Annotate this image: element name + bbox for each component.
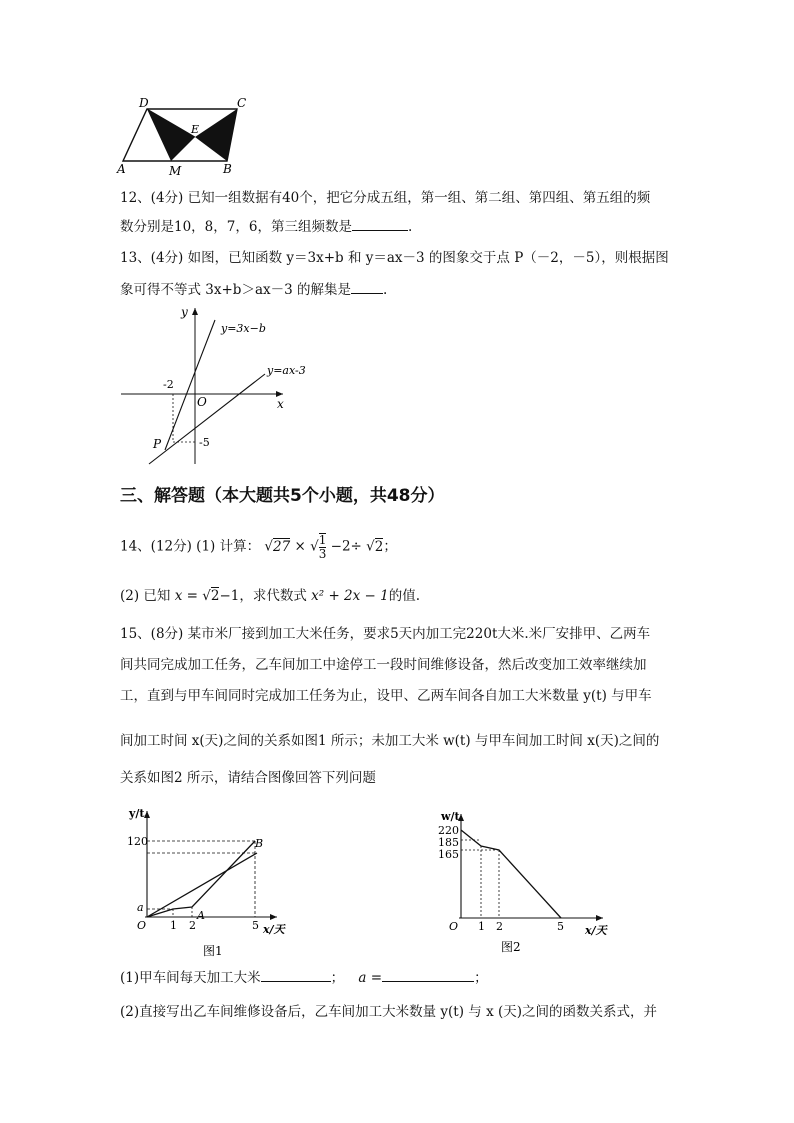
- question-15-line-1: 15、(8分) 某市米厂接到加工大米任务，要求5天内加工完220t大米.米厂安排甲、乙两车: [120, 626, 651, 642]
- tick-y-minus-5: -5: [199, 436, 210, 449]
- x-axis-label: x/天: [585, 924, 607, 937]
- question-12-line-2: [120, 216, 412, 237]
- question-12-text: 数分别是10，8，7，6，第三组频数是: [120, 219, 352, 235]
- point-B-label: B: [255, 837, 264, 850]
- question-14-part-1: [120, 533, 397, 561]
- question-14-end: ；: [383, 538, 397, 555]
- question-14-part-2: [120, 586, 420, 606]
- answer-blank-12[interactable]: [352, 216, 408, 231]
- question-14-end-2: 的值.: [388, 588, 421, 604]
- part-1-text: (1)甲车间每天加工大米: [120, 970, 261, 986]
- algebraic-expression: x² + 2x − 1: [311, 588, 389, 604]
- label-A: A: [117, 162, 126, 176]
- part-1-sep: ；: [330, 970, 345, 986]
- tick-x-5: 5: [252, 919, 259, 932]
- times-sign: ×: [294, 538, 306, 555]
- fraction-denominator: 3: [318, 547, 327, 561]
- origin-label: O: [137, 919, 147, 932]
- question-14-intro: 14、(12分) (1) 计算：: [120, 538, 261, 555]
- question-15-line-5: 关系如图2 所示，请结合图像回答下列问题: [120, 770, 376, 786]
- question-14-part-2-intro: (2) 已知: [120, 588, 171, 604]
- tick-x-5: 5: [557, 920, 564, 933]
- x-equals: x =: [174, 588, 203, 604]
- label-C: C: [237, 96, 247, 110]
- sqrt-2-radicand: 2: [374, 538, 384, 555]
- question-13-end: .: [383, 282, 388, 298]
- figure-11-parallelogram: [115, 95, 255, 180]
- figure-2-caption: 图2: [501, 940, 521, 954]
- origin-label: O: [197, 395, 207, 409]
- sqrt-fraction: √ $\frac{1}{3}$: [310, 533, 327, 561]
- sqrt-2: √2: [366, 538, 384, 555]
- line1-label: y=3x−b: [221, 322, 266, 335]
- question-14-middle: ，求代数式: [239, 588, 307, 604]
- figure-1-graph: [125, 805, 290, 965]
- tick-x-1: 1: [478, 920, 485, 933]
- question-12-end: .: [407, 219, 413, 235]
- label-M: M: [169, 164, 182, 178]
- sqrt-27: √27: [264, 538, 291, 555]
- origin-label: O: [449, 920, 459, 933]
- x-axis-label: x/天: [263, 923, 285, 936]
- line2-label: y=ax-3: [267, 364, 306, 377]
- tick-y-120: 120: [127, 835, 148, 848]
- sqrt-2b-radicand: 2: [210, 588, 220, 604]
- a-equals: a =: [358, 970, 383, 986]
- answer-blank-13[interactable]: [351, 279, 383, 294]
- question-13-text: 象可得不等式 3x+b＞ax－3 的解集是: [120, 282, 351, 298]
- answer-blank-15-1-rate[interactable]: [261, 967, 331, 982]
- question-12-line-1: 12、(4分) 已知一组数据有40个，把它分成五组，第一组、第二组、第四组、第五组的频: [120, 190, 651, 206]
- y-axis-label: y/t: [129, 807, 145, 820]
- label-E: E: [191, 123, 200, 136]
- sqrt-27-radicand: 27: [273, 538, 291, 555]
- question-15-line-3: 工，直到与甲车间同时完成加工任务为止，设甲、乙两车间各自加工大米数量 y(t) 与甲车: [120, 688, 652, 704]
- section-3-heading: 三、解答题（本大题共5个小题，共48分）: [120, 486, 445, 506]
- tick-x-1: 1: [170, 919, 177, 932]
- point-A-label: A: [197, 909, 205, 922]
- label-B: B: [223, 162, 232, 176]
- question-15-line-4: 间加工时间 x(天)之间的关系如图1 所示；未加工大米 w(t) 与甲车间加工时间 x(天)之间的: [120, 733, 660, 749]
- tick-y-165: 165: [438, 848, 459, 861]
- tick-y-220: 220: [438, 824, 459, 837]
- point-P-label: P: [153, 437, 162, 451]
- figure-13-graph: [115, 302, 325, 467]
- tick-y-185: 185: [438, 836, 459, 849]
- part-1-end: ；: [474, 970, 488, 986]
- question-15-line-2: 间共同完成加工任务，乙车间加工中途停工一段时间维修设备，然后改变加工效率继续加: [120, 657, 647, 673]
- minus-one: −1: [219, 588, 240, 604]
- y-axis-label: w/t: [441, 810, 460, 823]
- sqrt-2b: √2: [202, 588, 220, 604]
- figure-2-graph: [435, 810, 610, 965]
- label-D: D: [139, 96, 149, 110]
- figure-1-caption: 图1: [203, 944, 223, 958]
- tick-x-2: 2: [189, 919, 196, 932]
- tick-x-minus-2: -2: [163, 378, 174, 391]
- minus-divide: −2÷: [330, 538, 362, 555]
- fraction-numerator: 1: [318, 533, 327, 547]
- tick-y-a: a: [137, 901, 144, 914]
- y-axis-label: y: [181, 305, 188, 319]
- tick-x-2: 2: [496, 920, 503, 933]
- question-15-part-2: (2)直接写出乙车间维修设备后，乙车间加工大米数量 y(t) 与 x (天)之间的函数关系式，并: [120, 1004, 658, 1020]
- x-axis-label: x: [277, 397, 284, 411]
- answer-blank-15-1-a[interactable]: [382, 967, 474, 982]
- question-13-line-1: 13、(4分) 如图，已知函数 y＝3x+b 和 y＝ax－3 的图象交于点 P（－2，－5），则根据图: [120, 250, 669, 266]
- question-13-line-2: [120, 279, 387, 300]
- question-15-part-1: [120, 967, 488, 988]
